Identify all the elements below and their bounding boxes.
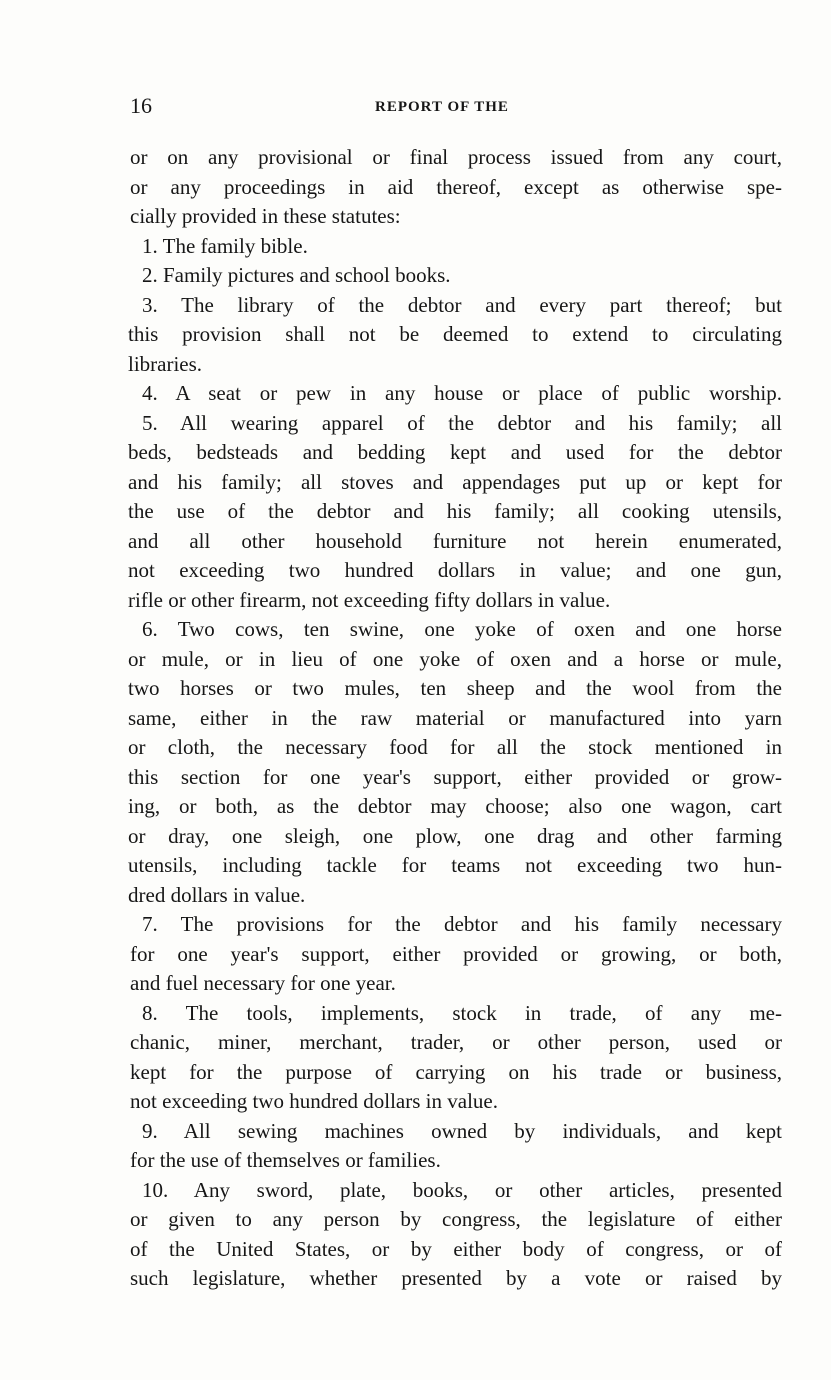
text-line: for the use of themselves or families.	[130, 1148, 441, 1172]
text-line: or cloth, the necessary food for all the stock mentioned in	[128, 735, 782, 759]
text-line: 1. The family bible.	[142, 233, 308, 258]
text-line: and all other household furniture not herein enumerated,	[128, 528, 782, 553]
text-line: such legislature, whether presented by a vote or raised by	[130, 1266, 782, 1290]
text-line: not exceeding two hundred dollars in value; and one gun,	[128, 558, 782, 582]
text-line: or any proceedings in aid thereof, except as otherwise spe-	[130, 174, 782, 199]
text-line: 4. A seat or pew in any house or place of public worship.	[142, 381, 782, 405]
text-line: 10. Any sword, plate, books, or other articles, presented	[142, 1177, 782, 1202]
text-line: 6. Two cows, ten swine, one yoke of oxen and one horse	[142, 617, 782, 641]
text-line: not exceeding two hundred dollars in value.	[130, 1089, 498, 1113]
body-text	[118, 143, 782, 1294]
text-line: of the United States, or by either body of congress, or of	[130, 1236, 782, 1261]
text-line: beds, bedsteads and bedding kept and used for the debtor	[128, 440, 782, 464]
running-head	[130, 93, 780, 123]
text-line: same, either in the raw material or manufactured into yarn	[128, 705, 782, 730]
text-line: two horses or two mules, ten sheep and the wool from the	[128, 676, 782, 700]
text-line: dred dollars in value.	[128, 882, 306, 907]
text-line: ing, or both, as the debtor may choose; also one wagon, cart	[128, 794, 782, 818]
header-title: REPORT OF THE	[375, 99, 509, 115]
text-line: the use of the debtor and his family; all cooking utensils,	[128, 499, 782, 523]
text-line: and fuel necessary for one year.	[130, 971, 396, 995]
text-line: chanic, miner, merchant, trader, or other person, used or	[130, 1030, 782, 1054]
text-line: 5. All wearing apparel of the debtor and his family; all	[142, 410, 782, 435]
text-line: cially provided in these statutes:	[130, 204, 401, 228]
text-line: rifle or other firearm, not exceeding fifty dollars in value.	[128, 587, 611, 612]
text-line: or mule, or in lieu of one yoke of oxen and a horse or mule,	[128, 646, 782, 671]
text-line: utensils, including tackle for teams not exceeding two hun-	[128, 853, 782, 877]
text-line: 7. The provisions for the debtor and his family necessary	[142, 912, 782, 936]
text-line: or dray, one sleigh, one plow, one drag and other farming	[128, 823, 782, 848]
page-number: 16	[130, 93, 152, 118]
text-line: 2. Family pictures and school books.	[142, 263, 451, 287]
text-line: this section for one year's support, either provided or grow-	[128, 764, 782, 789]
text-line: 3. The library of the debtor and every part thereof; but	[142, 292, 782, 317]
text-line: 9. All sewing machines owned by individuals, and kept	[142, 1118, 782, 1143]
text-line: for one year's support, either provided or growing, or both,	[130, 941, 782, 966]
text-line: or given to any person by congress, the legislature of either	[130, 1207, 782, 1231]
text-line: or on any provisional or final process issued from any court,	[130, 145, 782, 169]
text-line: and his family; all stoves and appendages put up or kept for	[128, 469, 782, 494]
text-line: kept for the purpose of carrying on his trade or business,	[130, 1059, 782, 1084]
text-line: this provision shall not be deemed to extend to circulating	[128, 322, 782, 346]
text-line: libraries.	[128, 351, 203, 376]
text-line: 8. The tools, implements, stock in trade, of any me-	[142, 1000, 782, 1025]
